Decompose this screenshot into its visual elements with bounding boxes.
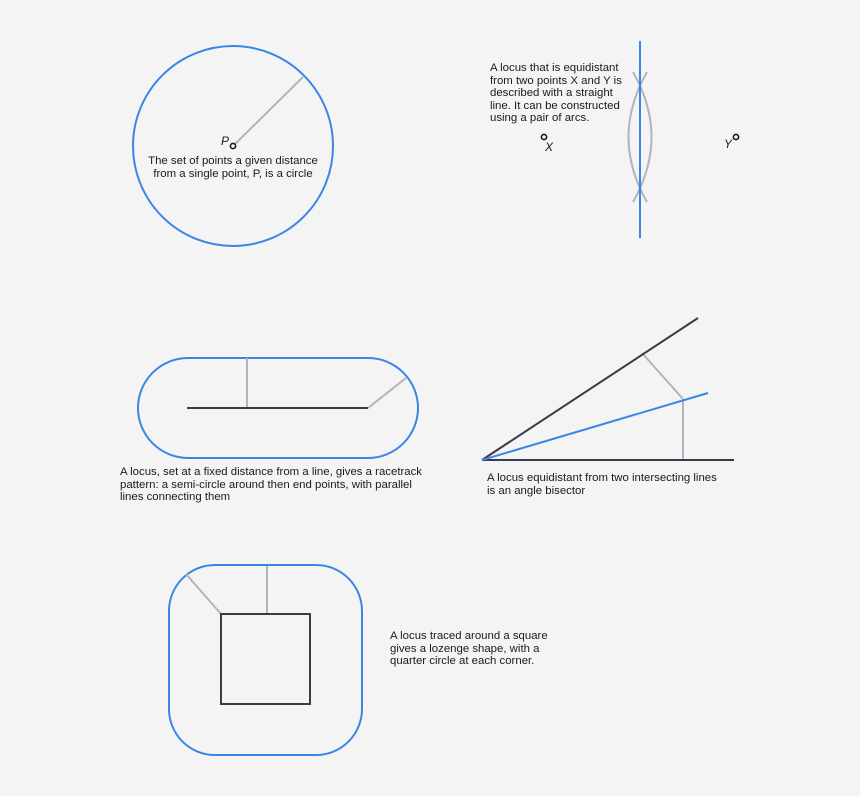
square-caption [390,630,548,668]
point-x-label: X [545,140,554,154]
angle-caption-line: A locus equidistant from two intersecting lines [487,472,717,484]
bisector-caption-line: described with a straight [490,87,613,100]
racetrack-figure [138,358,418,458]
bisector-caption-line: using a pair of arcs. [490,112,590,125]
angle-distance-upper [642,353,683,399]
circle-caption-line: The set of points a given distance [148,155,318,167]
lozenge-locus [169,565,362,755]
bisector-caption-line: from two points X and Y is [490,74,622,87]
point-y-label: Y [724,137,733,151]
circle-figure [133,46,333,246]
racetrack-distance-end [368,378,406,408]
point-y-marker [733,134,738,139]
square-figure [169,565,362,755]
square-caption-line: A locus traced around a square [390,630,548,642]
angle-figure [482,318,734,460]
square-object [221,614,310,704]
angle-caption-line: is an angle bisector [487,484,586,497]
angle-caption [487,472,717,497]
racetrack-caption-line: pattern: a semi-circle around then end points, with parallel [120,478,412,491]
circle-caption [128,155,338,180]
circle-radius [233,77,303,146]
bisector-caption-line: line. It can be constructed [490,99,620,112]
angle-bisector-locus [482,393,708,460]
point-p-label: P [221,134,230,148]
point-x-marker [541,134,546,139]
bisector-caption-line: A locus that is equidistant [490,62,619,74]
circle-caption-line: from a single point, P, is a circle [153,167,313,180]
racetrack-caption-line: lines connecting them [120,491,231,504]
construction-arc-left [629,72,648,202]
construction-arc-right [633,72,652,202]
angle-upper-line [482,318,698,460]
square-distance-corner [186,574,221,614]
point-p-marker [230,143,235,148]
square-caption-line: quarter circle at each corner. [390,655,535,668]
racetrack-caption-line: A locus, set at a fixed distance from a line, gives a racetrack [120,466,422,478]
bisector-caption [490,62,622,125]
racetrack-caption [120,466,422,504]
square-caption-line: gives a lozenge shape, with a [390,642,540,655]
